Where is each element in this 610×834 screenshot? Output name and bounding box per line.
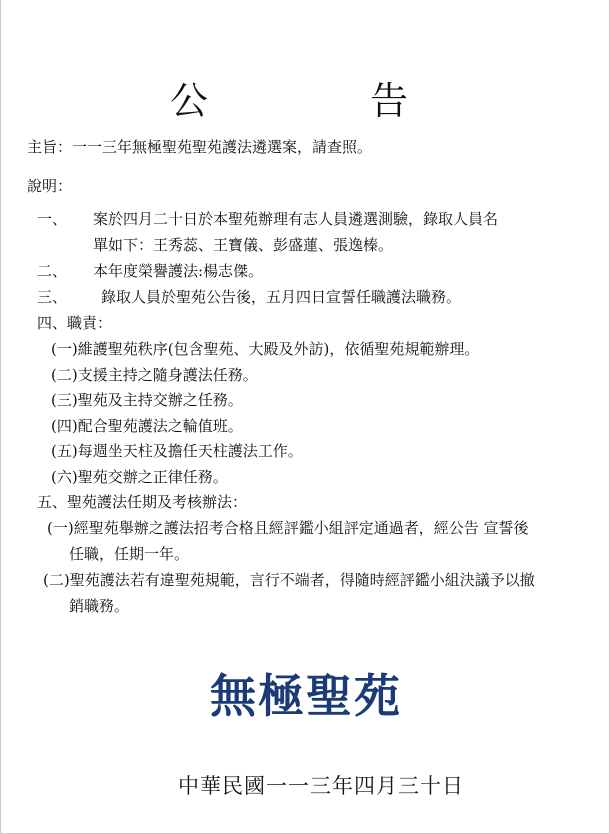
item-five-heading: 五、聖苑護法任期及考核辦法： <box>37 493 248 511</box>
duty-item: (五)每週坐天柱及擔任天柱護法工作。 <box>51 442 303 460</box>
organization-stamp: 無極聖苑 <box>210 669 402 723</box>
document-date: 中華民國一一三年四月三十日 <box>178 774 464 798</box>
item-four-heading: 四、職責： <box>37 314 113 332</box>
document-title: 公 告 <box>169 79 470 123</box>
item-one-line1: 案於四月二十日於本聖苑辦理有志人員遴選測驗，錄取人員名 <box>93 210 499 228</box>
term-rule-1-line2: 任職，任期一年。 <box>69 545 190 563</box>
item-three-text: 錄取人員於聖苑公告後，五月四日宣誓任職護法職務。 <box>101 288 462 306</box>
explanation-label: 說明： <box>27 177 73 195</box>
duty-item: (二)支援主持之隨身護法任務。 <box>51 366 258 384</box>
item-two-text: 本年度榮譽護法:楊志傑。 <box>93 262 264 280</box>
item-one-number: 一、 <box>37 210 68 228</box>
term-rule-2-line2: 銷職務。 <box>69 597 130 615</box>
item-one-line2: 單如下：王秀蕊、王寶儀、彭盛蓮、張逸榛。 <box>93 236 394 254</box>
duty-item: (三)聖苑及主持交辦之任務。 <box>51 391 243 409</box>
term-rule-2-line1: (二)聖苑護法若有違聖苑規範，言行不端者，得隨時經評鑑小組決議予以撤 <box>43 571 535 589</box>
duty-item: (四)配合聖苑護法之輪值班。 <box>51 417 243 435</box>
item-two-number: 二、 <box>37 262 68 280</box>
duty-item: (一)維護聖苑秩序(包含聖苑、大殿及外訪)，依循聖苑規範辦理。 <box>51 340 480 358</box>
term-rule-1-line1: (一)經聖苑舉辦之護法招考合格且經評鑑小組評定通過者，經公告 宣誓後 <box>47 519 529 537</box>
duty-item: (六)聖苑交辦之正律任務。 <box>51 468 228 486</box>
item-three-number: 三、 <box>37 288 68 306</box>
subject-line: 主旨：一一三年無極聖苑聖苑護法遴選案，請查照。 <box>27 138 373 156</box>
